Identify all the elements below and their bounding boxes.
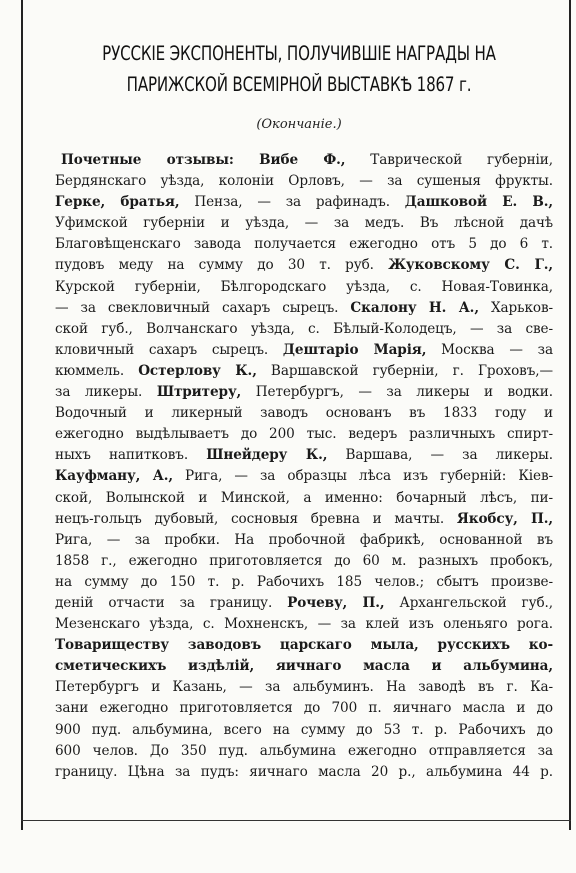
text-line — [55, 213, 553, 234]
text-line — [55, 466, 553, 487]
text-line — [55, 698, 553, 719]
line-text: на сумму до 150 т. р. Рабочихъ 185 челов.; сбытъ произве- — [55, 573, 553, 590]
line-text: Мезенскаго уѣзда, с. Мохненскъ, — за клей изъ оленьяго рога. — [55, 616, 553, 633]
text-line — [55, 762, 553, 783]
exhibitor-name: Герке, братья, — [55, 194, 180, 211]
line-text: 900 пуд. альбумина, всего на сумму до 53 т. р. Рабочихъ до — [55, 721, 553, 738]
text-line — [55, 445, 553, 466]
line-text: Петербургъ, — за ликеры и водки. — [241, 384, 553, 401]
exhibitor-name: Штритеру, — [156, 384, 242, 401]
text-line — [55, 382, 553, 403]
line-text: Варшавской губерніи, г. Гроховъ,— — [256, 362, 553, 379]
bottom-border-rule — [21, 820, 571, 821]
line-text: — за свекловичный сахаръ сырецъ. — [55, 299, 351, 316]
line-text: Рига, — за пробки. На пробочной фабрикѣ, основанной въ — [55, 531, 553, 548]
line-text: Харьков- — [478, 299, 553, 316]
line-text: ской, Волынской и Минской, а именно: бочарный лѣсъ, пи- — [55, 489, 553, 506]
exhibitor-name: Жуковскому С. Г., — [388, 257, 553, 274]
title-line-1: РУССКІЕ ЭКСПОНЕНТЫ, ПОЛУЧИВШІЕ НАГРАДЫ НА — [102, 42, 496, 65]
line-text: Петербургъ и Казань, — за альбуминъ. На заводѣ въ г. Ка- — [55, 679, 553, 696]
text-line — [55, 677, 553, 698]
exhibitor-name: Скалону Н. А., — [350, 299, 479, 316]
exhibitor-name: Товариществу заводовъ царскаго мыла, русскихъ ко- — [55, 637, 553, 654]
text-line — [55, 150, 553, 171]
text-line — [55, 361, 553, 382]
line-text: Рига, — за образцы лѣса изъ губерній: Кіев- — [172, 468, 553, 485]
text-line — [55, 340, 553, 361]
article-title — [30, 38, 568, 100]
article-body — [55, 150, 553, 783]
text-line — [55, 403, 553, 424]
line-text: зани ежегодно приготовляется до 700 п. яичнаго масла и до — [55, 700, 553, 717]
line-text: Уфимской губерніи и уѣзда, — за медъ. Въ лѣсной дачѣ — [55, 215, 553, 232]
text-line — [55, 234, 553, 255]
line-text: Бердянскаго уѣзда, колоніи Орловъ, — за сушеныя фрукты. — [55, 173, 553, 190]
line-text: Таврической губерніи, — [345, 152, 553, 168]
text-line — [55, 551, 553, 572]
exhibitor-name: Шнейдеру К., — [206, 447, 328, 464]
exhibitor-name: сметическихъ издѣлій, яичнаго масла и альбумина, — [55, 658, 553, 675]
text-line — [55, 572, 553, 593]
line-text: ской губ., Волчанскаго уѣзда, с. Бѣлый-Колодецъ, — за све- — [55, 320, 553, 337]
line-text: Москва — за — [426, 341, 553, 358]
line-text: кюммель. — [55, 362, 139, 379]
line-text: Пенза, — за рафинадъ. — [179, 194, 405, 211]
line-text: Варшава, — за ликеры. — [327, 447, 553, 464]
text-line — [55, 255, 553, 276]
line-text: за ликеры. — [55, 384, 157, 401]
text-line — [55, 530, 553, 551]
text-line — [55, 509, 553, 530]
exhibitor-name: Кауфману, А., — [55, 468, 173, 485]
exhibitor-name: Дашковой Е. В., — [404, 194, 553, 211]
text-line — [55, 192, 553, 213]
left-border-rule — [21, 0, 23, 830]
line-text: деній отчасти за границу. — [55, 594, 288, 611]
article-subtitle: (Окончаніе.) — [256, 117, 342, 132]
text-line — [55, 593, 553, 614]
text-line — [55, 171, 553, 192]
exhibitor-name: Дештаріо Марія, — [282, 341, 427, 358]
text-line — [55, 424, 553, 445]
line-text: нецъ-гольцъ дубовый, сосновыя бревна и мачты. — [55, 510, 457, 527]
title-line-2: ПАРИЖСКОЙ ВСЕМІРНОЙ ВЫСТАВКѢ 1867 г. — [126, 73, 472, 96]
text-line — [55, 277, 553, 298]
line-text: ежегодно выдѣлываетъ до 200 тыс. ведеръ различныхъ спирт- — [55, 426, 553, 443]
text-line — [55, 741, 553, 762]
line-text: 1858 г., ежегодно приготовляется до 60 м. разныхъ пробокъ, — [55, 552, 553, 569]
line-text: Курской губерніи, Бѣлгородскаго уѣзда, с. Новая-Товинка, — [55, 278, 553, 295]
line-text: Водочный и ликерный заводъ основанъ въ 1833 году и — [55, 405, 553, 422]
line-text: Архангельской губ., — [384, 594, 553, 611]
text-line — [55, 635, 553, 656]
line-text: Благовѣщенскаго завода получается ежегодно отъ 5 до 6 т. — [55, 236, 553, 253]
line-text: пудовъ меду на сумму до 30 т. руб. — [55, 257, 389, 274]
exhibitor-name: Рочеву, П., — [287, 594, 385, 611]
exhibitor-name: Почетные отзывы: Вибе Ф., — [61, 152, 346, 168]
line-text: ныхъ напитковъ. — [55, 447, 207, 464]
exhibitor-name: Остерлову К., — [138, 362, 257, 379]
text-line — [55, 319, 553, 340]
line-text: границу. Цѣна за пудъ: яичнаго масла 20 р., альбумина 44 р. — [55, 763, 553, 780]
right-border-rule — [569, 0, 571, 830]
text-line — [55, 656, 553, 677]
text-line — [55, 720, 553, 741]
text-line — [55, 614, 553, 635]
text-line — [55, 488, 553, 509]
line-text: 600 челов. До 350 пуд. альбумина ежегодно отправляется за — [55, 742, 553, 759]
text-line — [55, 298, 553, 319]
exhibitor-name: Якобсу, П., — [456, 510, 553, 527]
line-text: кловичный сахаръ сырецъ. — [55, 341, 283, 358]
